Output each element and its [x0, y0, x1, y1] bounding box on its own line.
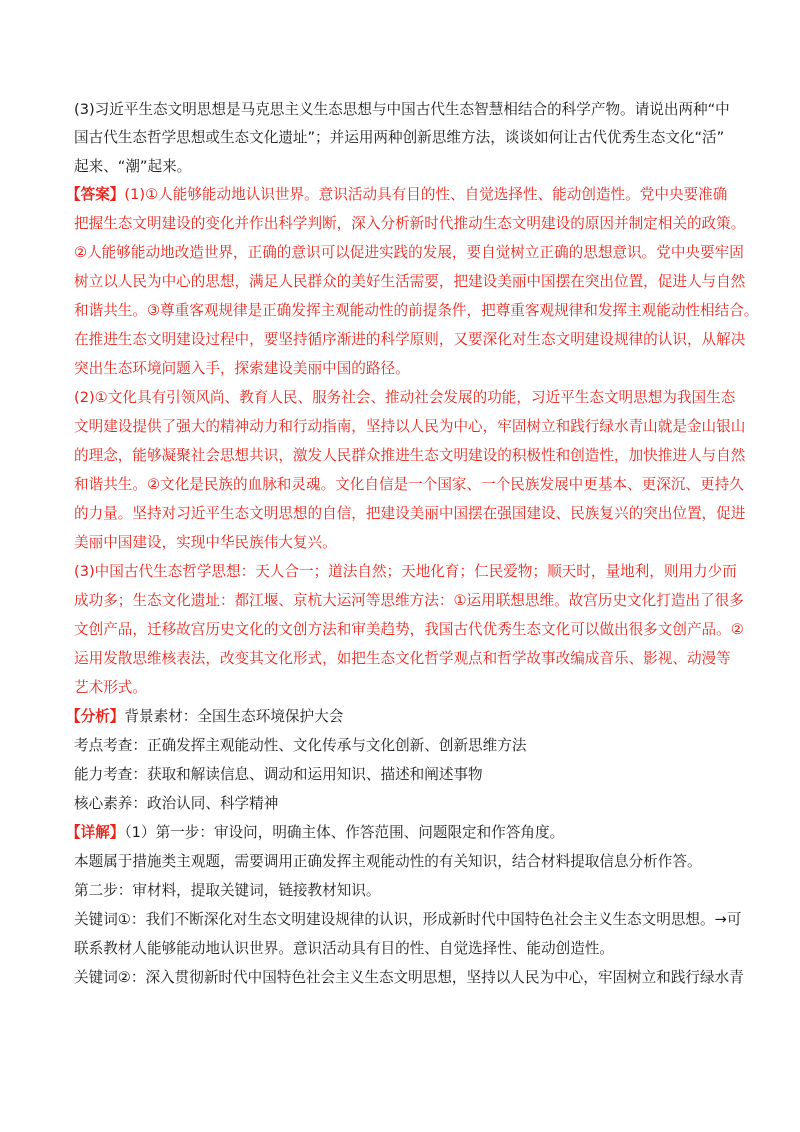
question-line: 起来、“潮”起来。 — [74, 158, 192, 175]
answer-line: 把握生态文明建设的变化并作出科学判断，深入分析新时代推动生态文明建设的原因并制定相关的政策。 — [74, 215, 746, 232]
question-line: (3)习近平生态文明思想是马克思主义生态思想与中国古代生态智慧相结合的科学产物。请说出两种“中 — [74, 101, 730, 118]
answer-line: 文创产品，迁移故宫历史文化的文创方法和审美趋势，我国古代优秀生态文化可以做出很多文创产品。② — [74, 621, 744, 638]
answer-line: 艺术形式。 — [74, 679, 147, 696]
answer-line: 的力量。坚持对习近平生态文明思想的自信，把建设美丽中国摆在强国建设、民族复兴的突出位置，促进 — [74, 505, 746, 522]
analysis-first-line — [66, 707, 343, 727]
answer-line: 树立以人民为中心的思想，满足人民群众的美好生活需要，把建设美丽中国摆在突出位置，促进人与自然 — [74, 273, 746, 290]
answer-line: 美丽中国建设，实现中华民族伟大复兴。 — [74, 534, 337, 551]
answer-line: 的理念，能够凝聚社会思想共识，激发人民群众推进生态文明建设的积极性和创造性，加快推进人与自然 — [74, 447, 746, 464]
answer-text: (1)①人能够能动地认识世界。意识活动具有目的性、自觉选择性、能动创造性。党中央要准确 — [124, 186, 728, 203]
answer-line: 文明建设提供了强大的精神动力和行动指南，坚持以人民为中心，牢固树立和践行绿水青山就是金山银山 — [74, 418, 746, 435]
analysis-line: 能力考查：获取和解读信息、调动和运用知识、描述和阐述事物 — [74, 766, 483, 783]
detail-line: 本题属于措施类主观题，需要调用正确发挥主观能动性的有关知识，结合材料提取信息分析作答。 — [74, 853, 702, 870]
answer-label: 【答案】 — [66, 186, 125, 203]
analysis-text: 背景素材：全国生态环境保护大会 — [124, 708, 344, 725]
detail-label: 【详解】 — [66, 824, 125, 841]
answer-line: 成功多；生态文化遗址：都江堰、京杭大运河等思维方法：①运用联想思维。故宫历史文化打造出了很多 — [74, 592, 744, 609]
detail-line: 关键词②：深入贯彻新时代中国特色社会主义生态文明思想，坚持以人民为中心，牢固树立和践行绿水青 — [74, 969, 744, 986]
answer-line: (3)中国古代生态哲学思想：天人合一；道法自然；天地化育；仁民爱物；顺天时，量地利，则用力少而 — [74, 563, 737, 580]
detail-line: 联系教材人能够能动地认识世界。意识活动具有目的性、自觉选择性、能动创造性。 — [74, 940, 614, 957]
analysis-line: 考点考查：正确发挥主观能动性、文化传承与文化创新、创新思维方法 — [74, 737, 527, 754]
answer-first-line — [66, 185, 727, 205]
answer-line: ②人能够能动地改造世界，正确的意识可以促进实践的发展，要自觉树立正确的思想意识。党中央要牢固 — [74, 244, 744, 261]
answer-line: 运用发散思维核表法，改变其文化形式，如把生态文化哲学观点和哲学故事改编成音乐、影视、动漫等 — [74, 650, 731, 667]
detail-line: 关键词①：我们不断深化对生态文明建设规律的认识，形成新时代中国特色社会主义生态文明思想。→可 — [74, 911, 742, 928]
detail-line: 第二步：审材料，提取关键词，链接教材知识。 — [74, 882, 381, 899]
answer-line: 在推进生态文明建设过程中，要坚持循序渐进的科学原则，又要深化对生态文明建设规律的认识，从解决 — [74, 331, 746, 348]
question-line: 国古代生态哲学思想或生态文化遗址”；并运用两种创新思维方法，谈谈如何让古代优秀生态文化“活” — [74, 129, 725, 146]
detail-text: （1）第一步：审设问，明确主体、作答范围、问题限定和作答角度。 — [124, 824, 565, 841]
answer-line: 和谐共生。③尊重客观规律是正确发挥主观能动性的前提条件，把尊重客观规律和发挥主观能动性相结合。 — [74, 302, 759, 319]
analysis-line: 核心素养：政治认同、科学精神 — [74, 795, 279, 812]
answer-line: 和谐共生。②文化是民族的血脉和灵魂。文化自信是一个国家、一个民族发展中更基本、更深沉、更持久 — [74, 476, 744, 493]
answer-line: 突出生态环境问题入手，探索建设美丽中国的路径。 — [74, 360, 410, 377]
detail-first-line — [66, 823, 564, 843]
analysis-label: 【分析】 — [66, 708, 125, 725]
answer-line: (2)①文化具有引领风尚、教育人民、服务社会、推动社会发展的功能，习近平生态文明思想为我国生态 — [74, 389, 736, 406]
